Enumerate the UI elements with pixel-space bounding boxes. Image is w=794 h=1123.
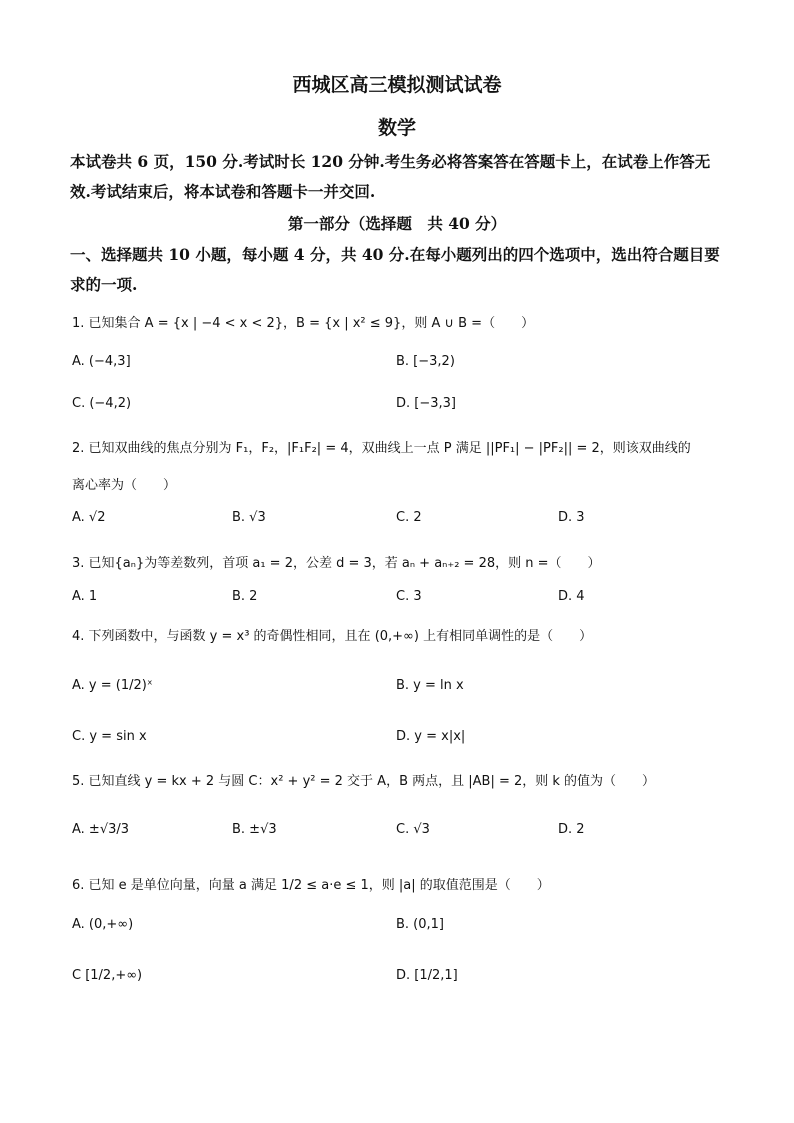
question-3-option-b: B. 2 <box>232 589 258 604</box>
question-5-stem: 5. 已知直线 y = kx + 2 与圆 C：x² + y² = 2 交于 A，B 两点，且 |AB| = 2，则 k 的值为（ ） <box>72 774 656 789</box>
instructions-line-1: 本试卷共 6 页，150 分.考试时长 120 分钟.考生务必将答案答在答题卡上，在试卷上作答无 <box>70 152 711 171</box>
question-4-option-b: B. y = ln x <box>396 678 464 693</box>
question-2-stem-line-1: 2. 已知双曲线的焦点分别为 F₁，F₂，|F₁F₂| = 4，双曲线上一点 P 满足 ||PF₁| − |PF₂|| = 2，则该双曲线的 <box>72 441 691 456</box>
question-6-option-d: D. [1/2,1] <box>396 968 458 983</box>
instructions-line-2: 效.考试结束后，将本试卷和答题卡一并交回. <box>70 182 376 201</box>
question-1-option-d: D. [−3,3] <box>396 396 456 411</box>
question-3-option-c: C. 3 <box>396 589 422 604</box>
question-5-option-b: B. ±√3 <box>232 822 277 837</box>
question-2-option-a: A. √2 <box>72 510 106 525</box>
question-5-option-d: D. 2 <box>558 822 585 837</box>
question-3-stem: 3. 已知{aₙ}为等差数列，首项 a₁ = 2，公差 d = 3，若 aₙ + aₙ₊₂ = 28，则 n =（ ） <box>72 556 601 571</box>
question-4-option-a: A. y = (1/2)ˣ <box>72 678 153 693</box>
question-4-option-d: D. y = x|x| <box>396 729 466 744</box>
question-5-option-a: A. ±√3/3 <box>72 822 130 837</box>
exam-title: 西城区高三模拟测试试卷 <box>292 74 502 96</box>
question-1-stem: 1. 已知集合 A = {x | −4 < x < 2}，B = {x | x² ≤ 9}，则 A ∪ B =（ ） <box>72 316 535 331</box>
section-heading-line-2: 求的一项. <box>70 275 138 294</box>
question-1-option-c: C. (−4,2) <box>72 396 132 411</box>
question-6-option-b: B. (0,1] <box>396 917 445 932</box>
question-1-option-b: B. [−3,2) <box>396 354 455 369</box>
question-3-option-a: A. 1 <box>72 589 98 604</box>
question-4-option-c: C. y = sin x <box>72 729 147 744</box>
question-5-option-c: C. √3 <box>396 822 430 837</box>
part-heading: 第一部分（选择题 共 40 分） <box>287 214 507 233</box>
question-2-option-d: D. 3 <box>558 510 585 525</box>
question-2-option-b: B. √3 <box>232 510 266 525</box>
question-6-stem: 6. 已知 e 是单位向量，向量 a 满足 1/2 ≤ a·e ≤ 1，则 |a| 的取值范围是（ ） <box>72 878 550 893</box>
section-heading-line-1: 一、选择题共 10 小题，每小题 4 分，共 40 分.在每小题列出的四个选项中，选出符合题目要 <box>70 245 720 264</box>
question-2-stem-line-2: 离心率为（ ） <box>72 478 177 493</box>
question-1-option-a: A. (−4,3] <box>72 354 131 369</box>
question-6-option-c: C [1/2,+∞) <box>72 968 143 983</box>
question-6-option-a: A. (0,+∞) <box>72 917 134 932</box>
subject-title: 数学 <box>377 117 416 139</box>
question-4-stem: 4. 下列函数中，与函数 y = x³ 的奇偶性相同，且在 (0,+∞) 上有相同单调性的是（ ） <box>72 629 593 644</box>
question-3-option-d: D. 4 <box>558 589 585 604</box>
question-2-option-c: C. 2 <box>396 510 422 525</box>
